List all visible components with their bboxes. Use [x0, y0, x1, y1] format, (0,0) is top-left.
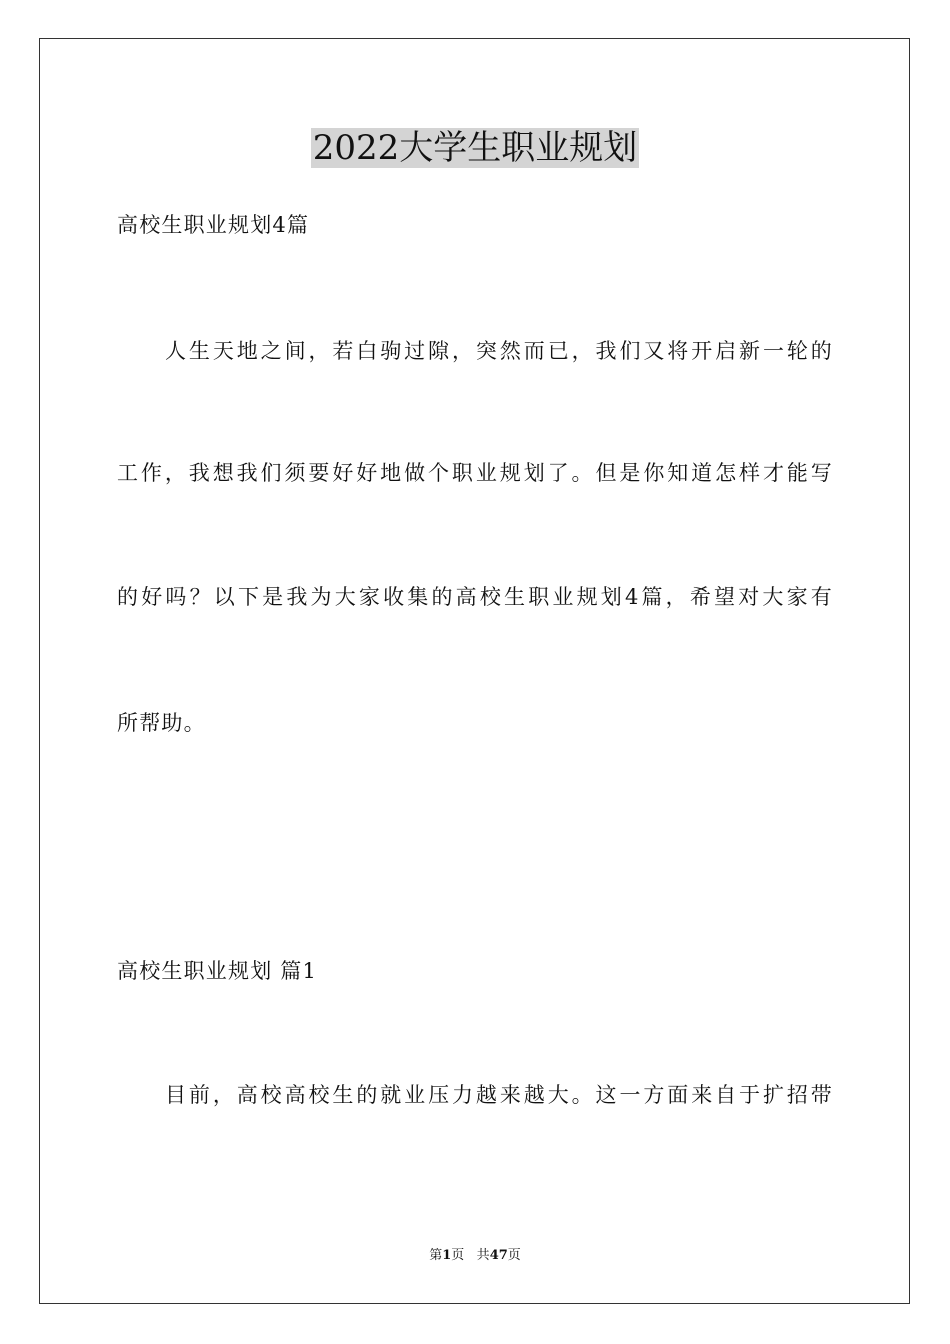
- footer-page-unit: 页: [451, 1248, 465, 1263]
- footer-prefix: 第: [429, 1248, 443, 1263]
- footer-total-pages: 47: [489, 1248, 508, 1263]
- intro-line-3: 的好吗？以下是我为大家收集的高校生职业规划4篇，希望对大家有: [117, 585, 833, 609]
- footer-page-number: 1: [442, 1248, 452, 1263]
- document-title: 2022大学生职业规划: [312, 128, 638, 168]
- intro-line-2: 工作，我想我们须要好好地做个职业规划了。但是你知道怎样才能写: [117, 461, 833, 485]
- footer-total-prefix: 共: [476, 1248, 490, 1263]
- page-footer: [0, 1247, 950, 1265]
- footer-total-unit: 页: [507, 1248, 521, 1263]
- section-line-1: 目前，高校高校生的就业压力越来越大。这一方面来自于扩招带: [165, 1083, 833, 1107]
- intro-line-1: 人生天地之间，若白驹过隙，突然而已，我们又将开启新一轮的: [165, 339, 833, 363]
- section-heading: 高校生职业规划 篇1: [117, 959, 318, 983]
- subtitle: 高校生职业规划4篇: [117, 213, 310, 237]
- intro-line-4: 所帮助。: [117, 711, 206, 735]
- title-container: [0, 128, 950, 168]
